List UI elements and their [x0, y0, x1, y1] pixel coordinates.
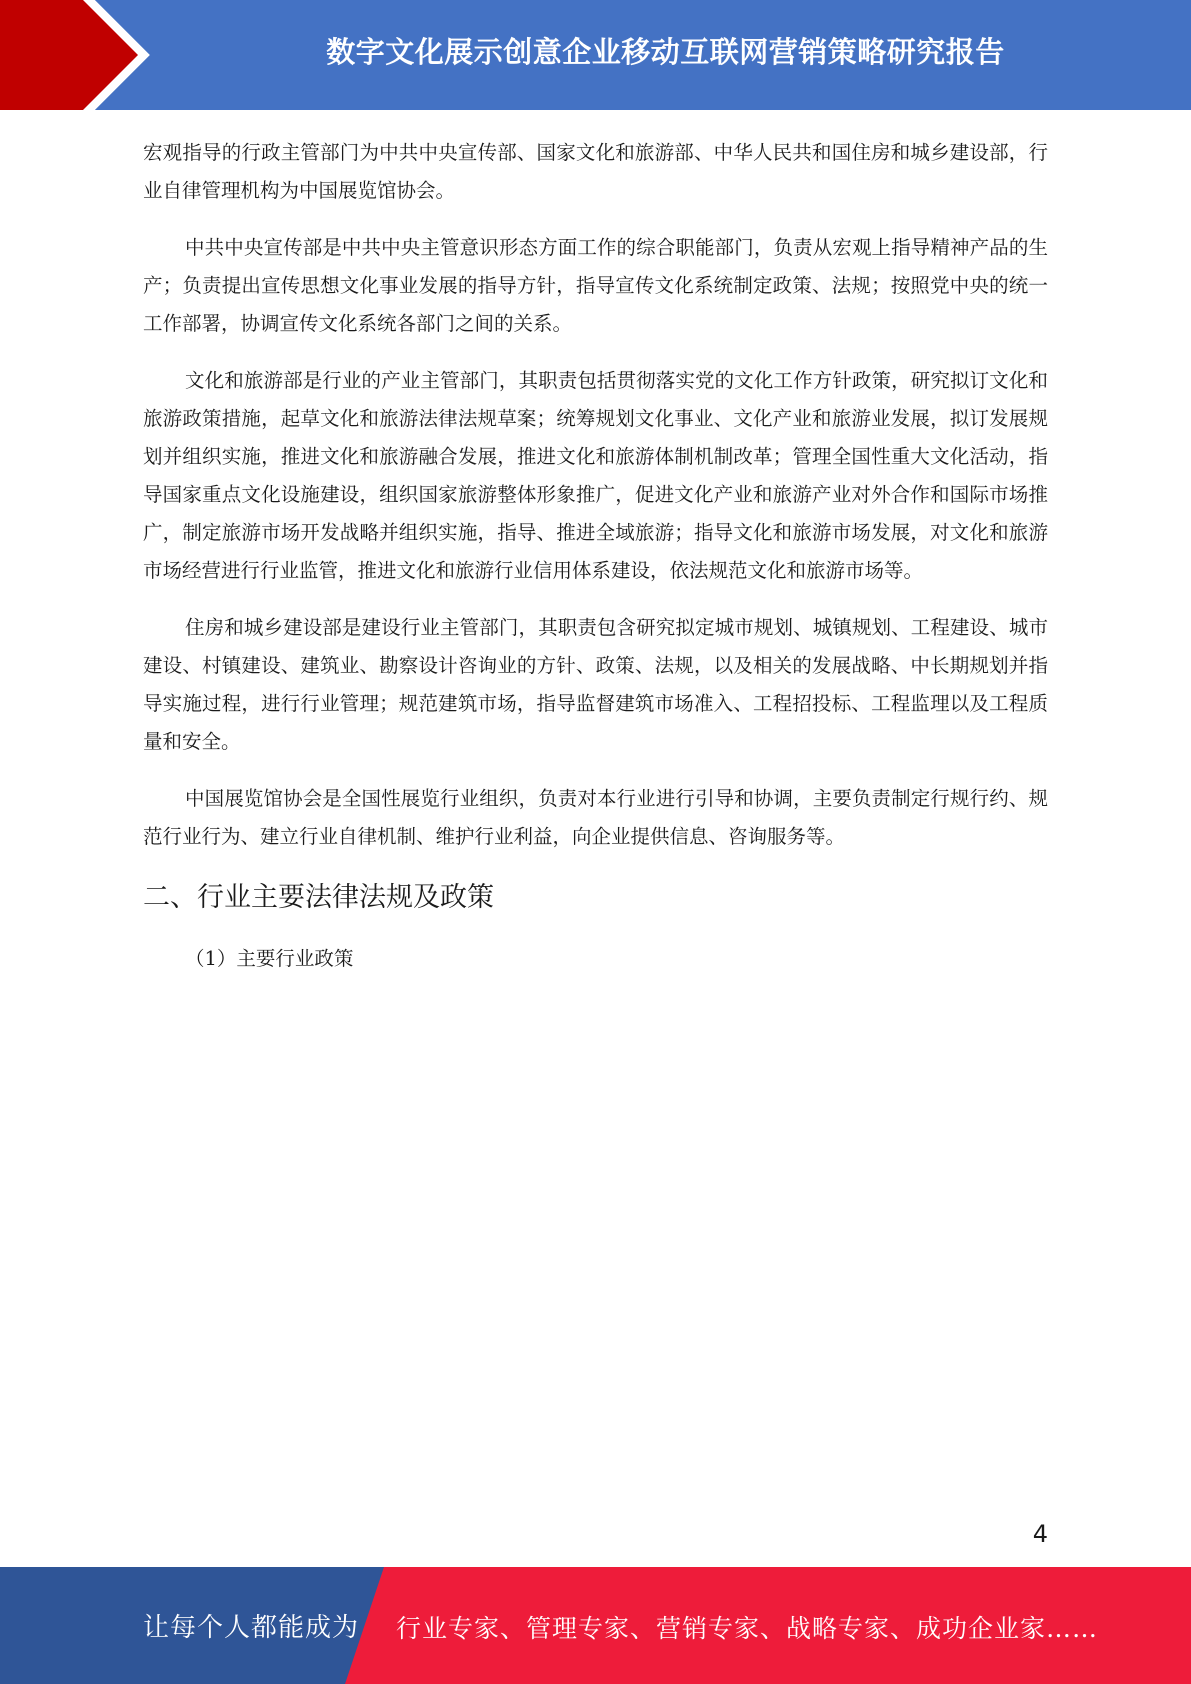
document-body: [143, 134, 1048, 978]
paragraph-2: 中共中央宣传部是中共中央主管意识形态方面工作的综合职能部门，负责从宏观上指导精神产品的生产；负责提出宣传思想文化事业发展的指导方针，指导宣传文化系统制定政策、法规；按照党中央的统一工作部署，协调宣传文化系统各部门之间的关系。: [143, 236, 1048, 335]
header-banner: [0, 0, 1191, 110]
section-heading: 二、行业主要法律法规及政策: [143, 882, 494, 913]
report-title: 数字文化展示创意企业移动互联网营销策略研究报告: [326, 35, 1005, 69]
paragraph-5: 中国展览馆协会是全国性展览行业组织，负责对本行业进行引导和协调，主要负责制定行规行约、规范行业行为、建立行业自律机制、维护行业利益，向企业提供信息、咨询服务等。: [143, 787, 1048, 848]
paragraph-4: 住房和城乡建设部是建设行业主管部门，其职责包含研究拟定城市规划、城镇规划、工程建设、城市建设、村镇建设、建筑业、勘察设计咨询业的方针、政策、法规，以及相关的发展战略、中长期规划并指导实施过程，进行行业管理；规范建筑市场，指导监督建筑市场准入、工程招投标、工程监理以及工程质量和安全。: [143, 616, 1048, 753]
footer-slogan-right: 行业专家、管理专家、营销专家、战略专家、成功企业家……: [396, 1614, 1099, 1643]
page-number: 4: [1032, 1520, 1048, 1548]
footer-banner: [0, 1567, 1191, 1684]
paragraph-1: 宏观指导的行政主管部门为中共中央宣传部、国家文化和旅游部、中华人民共和国住房和城乡建设部，行业自律管理机构为中国展览馆协会。: [143, 141, 1048, 202]
sub-heading: （1）主要行业政策: [185, 947, 354, 970]
footer-slogan-left: 让每个人都能成为: [143, 1613, 360, 1643]
paragraph-3: 文化和旅游部是行业的产业主管部门，其职责包括贯彻落实党的文化工作方针政策，研究拟订文化和旅游政策措施，起草文化和旅游法律法规草案；统筹规划文化事业、文化产业和旅游业发展，拟订发展规划并组织实施，推进文化和旅游融合发展，推进文化和旅游体制机制改革；管理全国性重大文化活动，指导国家重点文化设施建设，组织国家旅游整体形象推广，促进文化产业和旅游产业对外合作和国际市场推广，制定旅游市场开发战略并组织实施，指导、推进全域旅游；指导文化和旅游市场发展，对文化和旅游市场经营进行行业监管，推进文化和旅游行业信用体系建设，依法规范文化和旅游市场等。: [143, 369, 1048, 582]
